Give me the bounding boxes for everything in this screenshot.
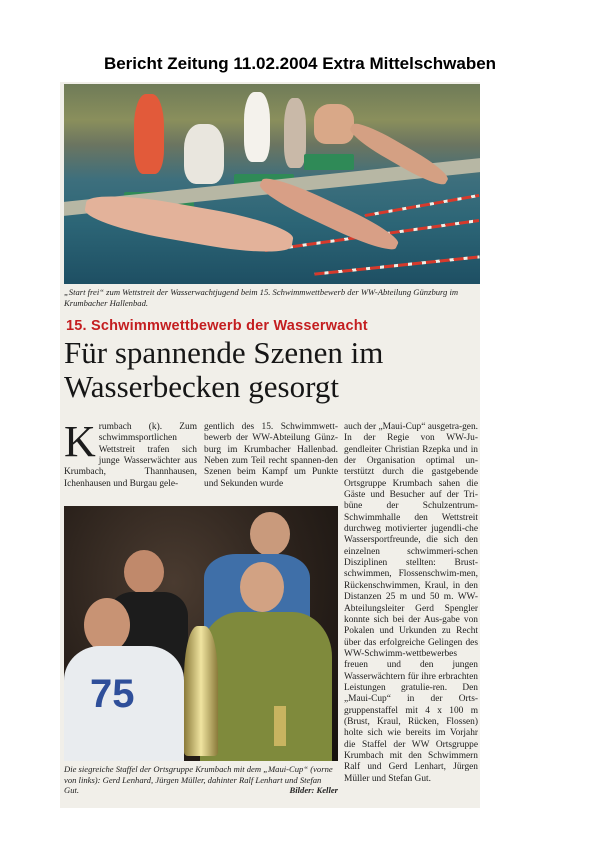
column-1-text: rumbach (k). Zum schwimmsportlichen Wettstreit trafen sich junge Wasserwächter aus Krumbach, Thannhausen, Ichenhausen und Burgau gele- bbox=[64, 422, 197, 489]
article-column-2: gentlich des 15. Schwimmwett-bewerb der WW-Abteilung Günz-burg im Krumbacher Hallenbad. Neben zum Teil recht spannen-den Szenen beim Kampf um Punkte und Sekunden wurde bbox=[204, 422, 338, 489]
team-caption-text: Die siegreiche Staffel der Ortsgruppe Krumbach mit dem „Maui-Cup“ (vorne von links): Gerd Lenhard, Jürgen Müller, dahinter Ralf Lenhart und Stefan Gut. bbox=[64, 764, 333, 795]
newspaper-clipping bbox=[60, 82, 480, 808]
trophy bbox=[184, 626, 218, 756]
page-header: Bericht Zeitung 11.02.2004 Extra Mittelschwaben bbox=[103, 54, 497, 73]
team-photo-caption bbox=[64, 764, 338, 796]
drop-cap: K bbox=[64, 417, 96, 466]
team-photo bbox=[64, 506, 338, 761]
article-headline: Für spannende Szenen im Wasserbecken gesorgt bbox=[64, 335, 384, 404]
article-kicker: 15. Schwimmwettbewerb der Wasserwacht bbox=[66, 318, 368, 334]
article-column-1 bbox=[64, 417, 197, 490]
article-column-3: auch der „Maui-Cup“ ausgetra-gen. In der Regie von WW-Ju-gendleiter Christian Rzepka und in der Organisation optimal un-terstützt durch die gastgebende Ortsgruppe Krumbach sahen die Gäste und Besucher auf der Tri-büne der Schulzentrum-Schwimmhalle den Wettstreit durchweg motivierter jugendli-che Wassersportfreunde, die sich den einzelnen schwimmeri-schen Disziplinen stellten: Brust-schwimmen, Flossenschwim-men, Rückenschwimmen, Kraul, in den Distanzen 25 m und 50 m. WW-Abteilungsleiter Gerd Spengler konnte sich bei der Aus-gabe von Pokalen und Urkunden zu Recht über das erfolgreiche Gelingen des WW-Schwimm-wettbewerbes freuen und den jungen Wasserwächtern für ihre erbrachten Leistungen gratulie-ren. Den „Maui-Cup“ in der Orts-gruppenstaffel mit 4 x 100 m (Brust, Kraul, Rücken, Flossen) holte sich wie bereits im Vorjahr die Staffel der WW Ortsgruppe Krumbach mit den Schwimmern Ralf und Gerd Lenhart, Jürgen Müller und Stefan Gut. bbox=[344, 422, 478, 784]
swim-start-photo bbox=[64, 84, 480, 284]
photo-caption: „Start frei“ zum Wettstreit der Wasserwachtjugend beim 15. Schwimmwettbewerb der WW-Abteilung Günzburg im Krumbacher Hallenbad. bbox=[64, 287, 459, 308]
photo-credit: Bilder: Keller bbox=[289, 785, 338, 795]
shirt-number: 75 bbox=[90, 672, 135, 716]
